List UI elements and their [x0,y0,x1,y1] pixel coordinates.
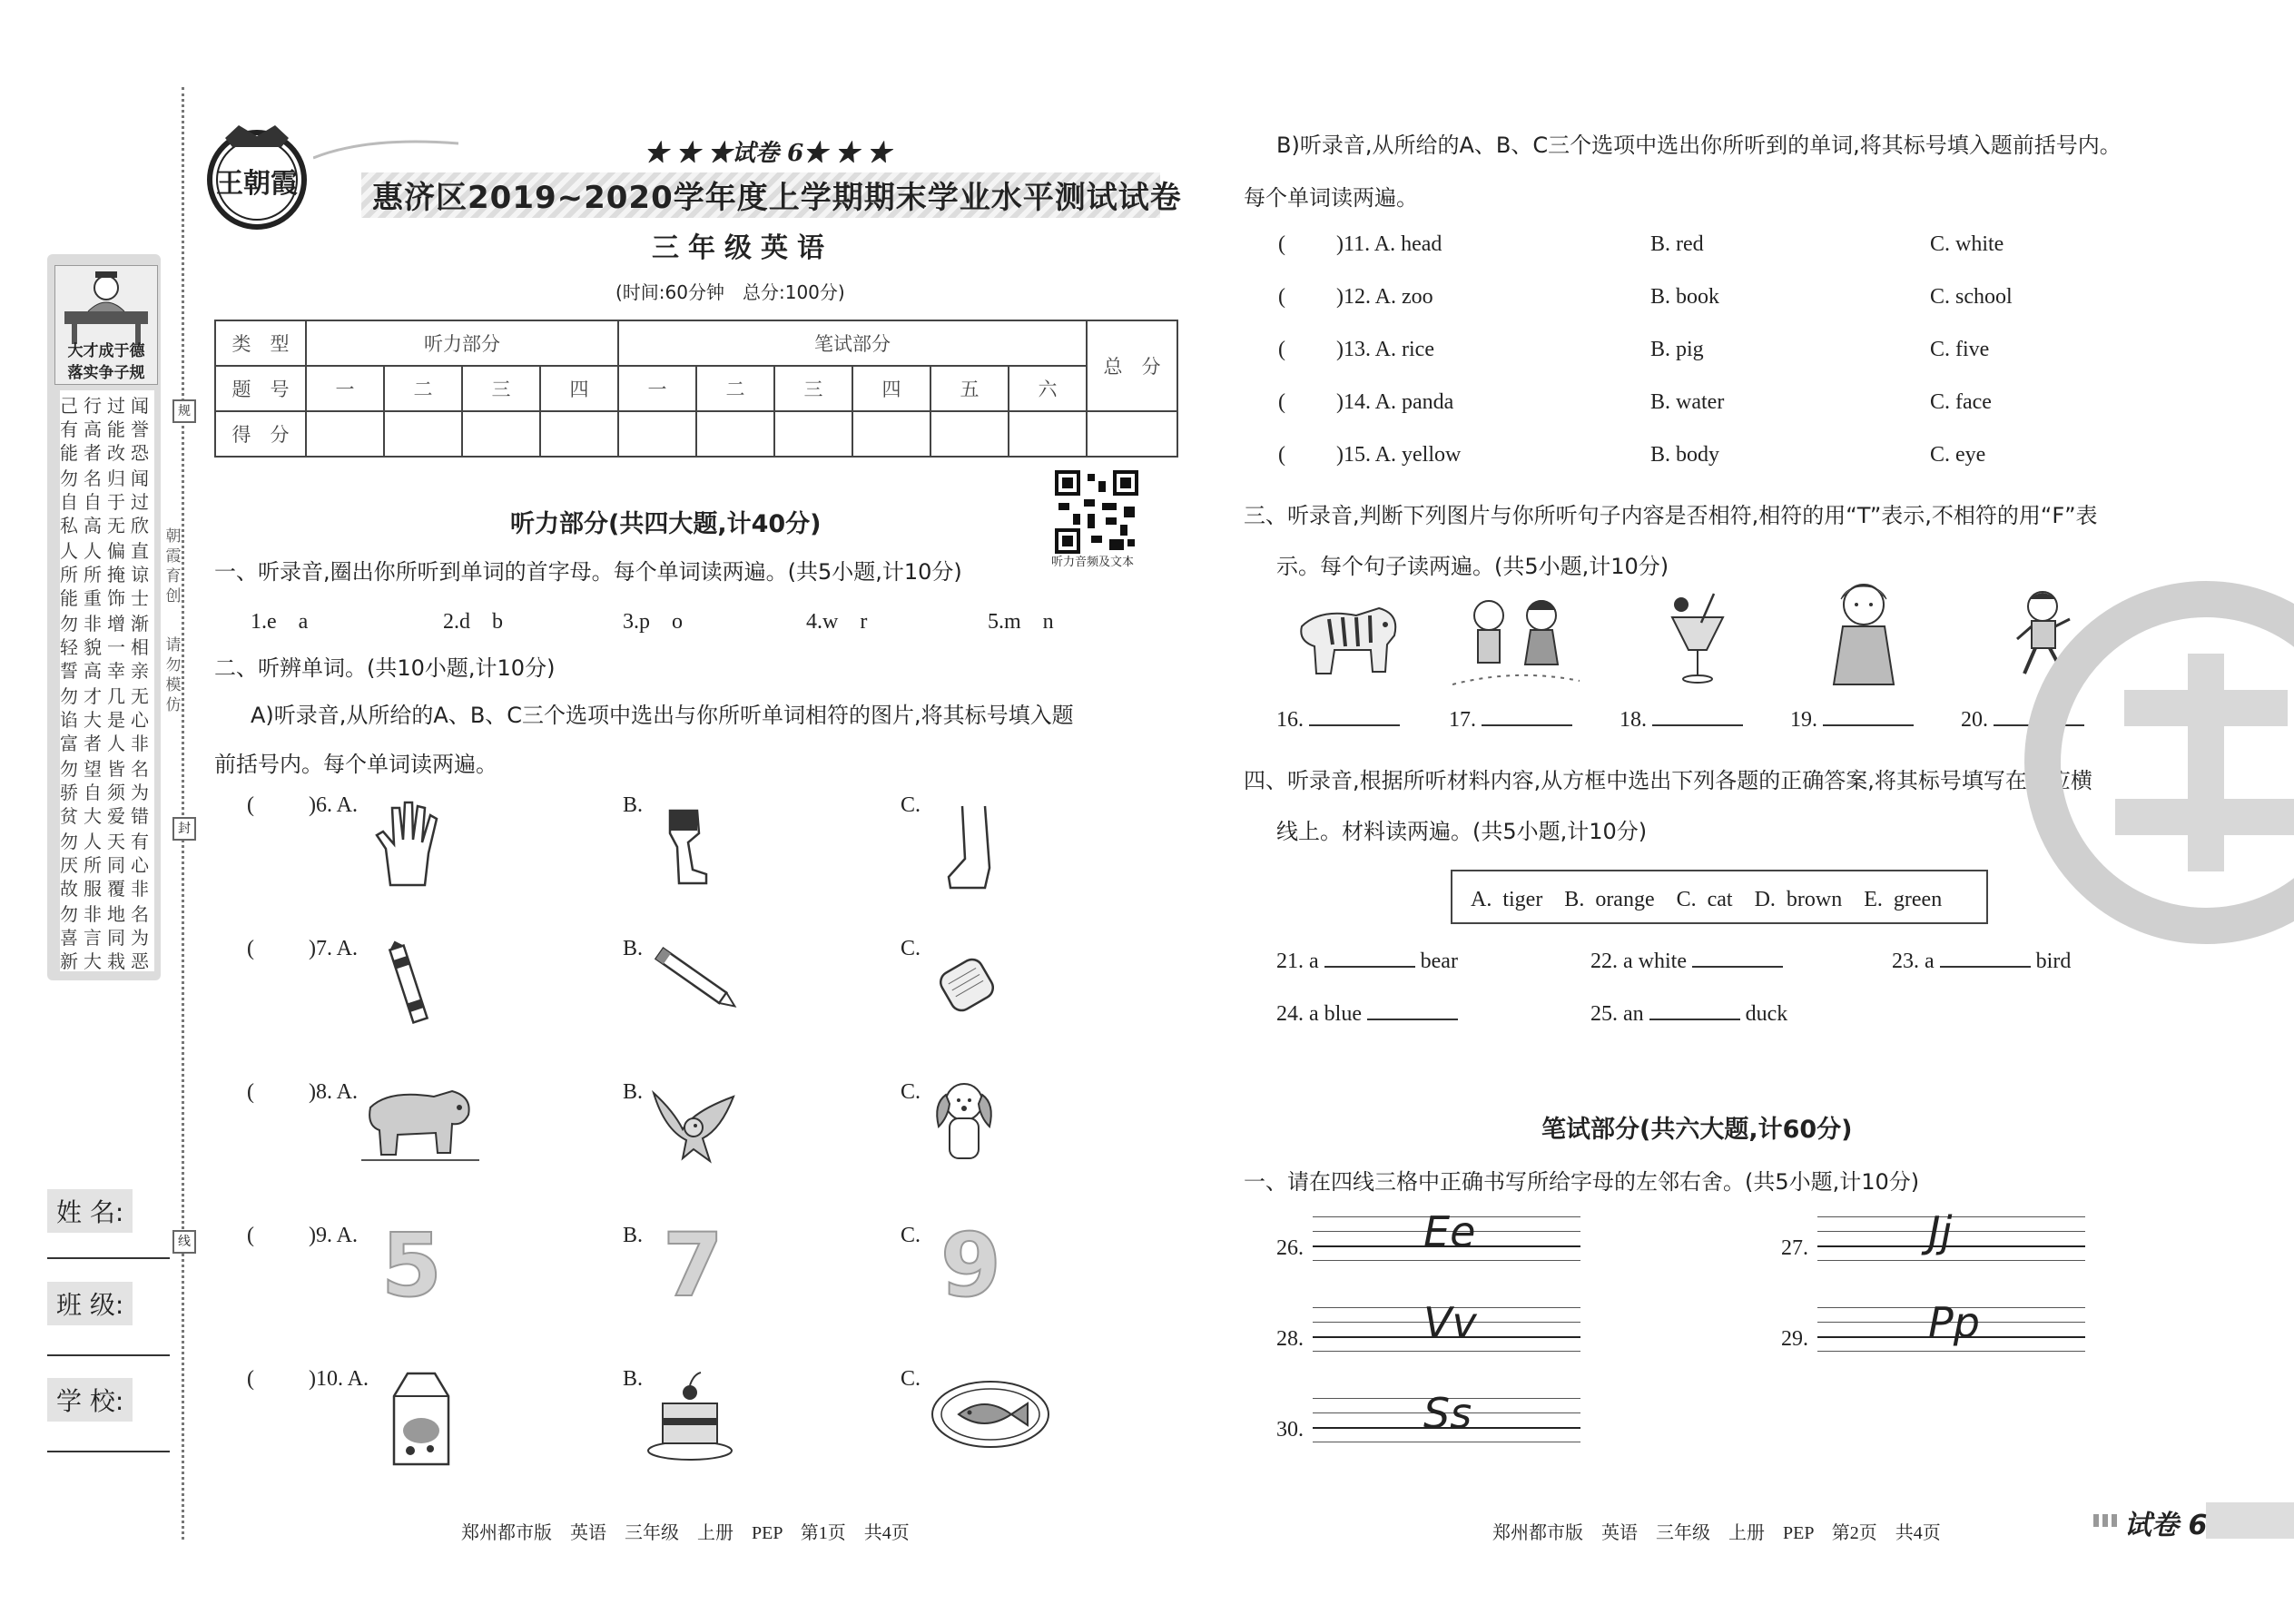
option-b-label: B. [623,1224,644,1247]
table-cell: 听力部分 [306,320,618,366]
answer-blank[interactable] [1482,723,1572,726]
option-c-label: C. [901,1367,921,1391]
seal-box-gui: 规 [172,399,196,423]
question-number: )10. A. [309,1367,369,1391]
listening-section-title: 听力部分(共四大题,计40分) [510,510,822,538]
item-number: 18. [1620,708,1647,732]
writing-item-number: 30. [1276,1418,1304,1442]
score-cell[interactable] [462,411,540,457]
dog-icon[interactable] [928,1077,1000,1176]
foot-icon[interactable] [940,804,1003,899]
option-b-label: B. [623,1367,644,1391]
judge-item[interactable] [1790,708,1914,733]
two-children-icon [1452,590,1580,694]
motto-group: 勿才几无 谄大是心 富者人非 [60,685,154,754]
school-field[interactable] [47,1451,170,1452]
exam-subtitle: 三年级英语 [652,232,833,264]
table-cell: 三 [774,366,852,411]
cake-icon[interactable] [643,1367,738,1466]
writing-letters: Ee [1423,1207,1476,1256]
answer-paren-open: ( [247,793,254,817]
fill-item[interactable] [1590,950,1783,974]
table-cell: 得 分 [215,411,306,457]
judge-item[interactable] [1276,708,1400,733]
paper-tag: 试卷 6 [2124,1510,2208,1541]
fill-item-suffix: bird [2035,950,2072,973]
score-cell[interactable] [540,411,618,457]
hand-icon[interactable] [372,799,445,893]
question-number: )8. A. [309,1080,358,1104]
tag-decoration [2093,1514,2119,1527]
option-c[interactable]: C. five [1930,338,1990,361]
fill-item-prefix: 24. a blue [1276,1002,1362,1026]
writing-letters: Vv [1423,1298,1477,1347]
publisher-logo [198,116,316,234]
writing-item-number: 27. [1781,1236,1808,1260]
fill-item-prefix: 25. an [1590,1002,1644,1026]
table-cell: 总 分 [1087,320,1177,411]
part1-instruction: 一、听录音,圈出你所听到单词的首字母。每个单词读两遍。(共5小题,计10分) [214,559,962,585]
written-section-title: 笔试部分(共六大题,计60分) [1541,1116,1853,1144]
writing-letters: Jj [1928,1207,1953,1256]
option-c-label: C. [901,937,921,960]
option-b-label: B. [623,793,644,817]
question-item: )15. A. yellow [1336,443,1462,467]
part1-item[interactable]: 5.m n [988,610,1054,634]
question-number: )6. A. [309,793,358,817]
motto-group: 勿望皆名 骄自须为 贫大爱错 [60,758,154,827]
answer-paren-open: ( [1278,443,1285,467]
motto-group: 人人偏直 所所掩谅 能重饰士 [60,540,154,609]
school-label: 学 校: [47,1378,133,1422]
option-b[interactable]: B. book [1650,285,1720,309]
part2b-instruction-1: B)听录音,从所给的A、B、C三个选项中选出你所听到的单词,将其标号填入题前括号内。 [1276,133,2122,158]
answer-blank[interactable] [1309,723,1400,726]
option-c[interactable]: C. white [1930,232,2004,256]
answer-paren-open: ( [1278,285,1285,309]
exam-title: 惠济区2019~2020学年度上学期期末学业水平测试试卷 [372,180,1182,216]
logo-text: 王朝霞 [216,168,298,200]
score-cell[interactable] [696,411,774,457]
fill-item-prefix: 22. a white [1590,950,1687,973]
fill-item[interactable] [1590,1002,1787,1027]
score-cell[interactable] [384,411,462,457]
bird-icon[interactable] [646,1084,742,1174]
question-number: )9. A. [309,1224,358,1247]
table-cell: 一 [306,366,384,411]
motto-header-2: 落实争子规 [67,364,145,382]
answer-paren-open: ( [1278,232,1285,256]
question-item: )13. A. rice [1336,338,1434,361]
part1-item[interactable]: 1.e a [251,610,309,634]
time-score-info: (时间:60分钟 总分:100分) [615,281,845,303]
motto-group: 勿非增渐 轻貌一相 誓高幸亲 [60,613,154,682]
part2b-instruction-2: 每个单词读两遍。 [1244,185,1418,211]
juice-icon [1661,590,1734,694]
fish-icon[interactable] [930,1378,1052,1454]
question-number: )7. A. [309,937,358,960]
table-cell: 二 [696,366,774,411]
name-label: 姓 名: [47,1189,133,1233]
pencil-icon[interactable] [646,944,746,1020]
class-field[interactable] [47,1354,170,1356]
fill-item-prefix: 21. a [1276,950,1319,973]
part3-instruction-2: 示。每个句子读两遍。(共5小题,计10分) [1276,554,1669,579]
answer-paren-open: ( [247,1224,254,1247]
motto-group: 己行过闻 有高能誉 能者改恐 [60,395,154,464]
writing-letters: Ss [1423,1389,1472,1438]
option-c[interactable]: C. school [1930,285,2013,309]
motto-group: 勿人天有 厌所同心 故服覆非 [60,831,154,900]
answer-paren-open: ( [1278,338,1285,361]
option-b[interactable]: B. body [1650,443,1720,467]
leg-icon[interactable] [652,806,724,891]
table-cell: 三 [462,366,540,411]
option-b-label: B. [623,1080,644,1104]
seal-watermark-icon [2024,581,2294,944]
paper-tag-bar [2206,1502,2294,1539]
digit-seven[interactable]: 7 [663,1215,724,1316]
fill-item[interactable] [1892,950,2071,974]
seal-box-xian: 线 [172,1230,196,1254]
digit-nine[interactable]: 9 [940,1215,1001,1316]
item-number: 16. [1276,708,1304,732]
score-cell[interactable] [306,411,384,457]
option-c-label: C. [901,1080,921,1104]
writing-item-number: 29. [1781,1327,1808,1351]
word-box-options: A. tiger B. orange C. cat D. brown E. green [1471,888,1943,911]
girl-icon [1823,577,1905,690]
table-cell: 二 [384,366,462,411]
score-cell[interactable] [852,411,930,457]
motto-group: 勿非地名 喜言同为 新大栽恶 [60,903,154,972]
question-item: )11. A. head [1336,232,1442,256]
table-cell: 四 [852,366,930,411]
item-number: 19. [1790,708,1817,732]
fill-item[interactable] [1276,950,1458,974]
side-vertical-text: 朝霞育创 [165,527,182,605]
motto-group: 勿名归闻 自自于过 私高无欣 [60,468,154,536]
option-b[interactable]: B. pig [1650,338,1704,361]
fill-item-suffix: duck [1745,1002,1788,1026]
answer-blank[interactable] [1324,965,1415,968]
binding-line [182,87,184,1540]
ribbon-decoration [313,136,458,163]
eraser-icon[interactable] [933,951,1001,1023]
seal-box-feng: 封 [172,817,196,841]
table-cell: 一 [618,366,696,411]
class-label: 班 级: [47,1282,133,1325]
table-cell: 四 [540,366,618,411]
bear-icon[interactable] [361,1080,479,1170]
answer-paren-open: ( [247,1080,254,1104]
score-cell[interactable] [618,411,696,457]
item-number: 20. [1961,708,1988,732]
tiger-icon [1293,590,1406,684]
motto-header-1: 大才成于德 [67,342,145,360]
writing-item-number: 26. [1276,1236,1304,1260]
part3-instruction-1: 三、听录音,判断下列图片与你所听句子内容是否相符,相符的用“T”表示,不相符的用“F”表 [1244,503,2098,528]
score-cell[interactable] [1009,411,1087,457]
answer-blank[interactable] [1652,723,1743,726]
score-cell[interactable] [1087,411,1177,457]
answer-paren-open: ( [247,937,254,960]
table-cell: 六 [1009,366,1087,411]
answer-blank[interactable] [1692,965,1783,968]
crayon-icon[interactable] [381,939,436,1033]
part1-item[interactable]: 4.w r [806,610,868,634]
question-item: )12. A. zoo [1336,285,1433,309]
paper-number-stars: ★ ★ ★试卷 6★ ★ ★ [645,140,891,167]
fill-item-suffix: bear [1420,950,1458,973]
judge-item[interactable] [1449,708,1572,733]
question-item: )14. A. panda [1336,390,1454,414]
writing-letters: Pp [1928,1298,1980,1347]
option-c-label: C. [901,1224,921,1247]
answer-blank[interactable] [1649,1018,1740,1020]
answer-blank[interactable] [1940,965,2031,968]
fill-item[interactable] [1276,1002,1458,1027]
qr-caption: 听力音频及文本 [1051,556,1135,569]
table-cell: 五 [930,366,1009,411]
table-cell: 题 号 [215,366,306,411]
option-c-label: C. [901,793,921,817]
part1-item[interactable]: 2.d b [443,610,503,634]
qr-code-icon[interactable] [1055,470,1138,554]
part2-instruction: 二、听辨单词。(共10小题,计10分) [214,655,556,681]
option-b-label: B. [623,937,644,960]
footer-right: 郑州都市版 英语 三年级 上册 PEP 第2页 共4页 [1492,1523,1941,1543]
part4-instruction-1: 四、听录音,根据所听材料内容,从方框中选出下列各题的正确答案,将其标号填写在相应横 [1244,768,2092,793]
part2a-instruction-1: A)听录音,从所给的A、B、C三个选项中选出与你所听单词相符的图片,将其标号填入题 [251,703,1074,728]
answer-paren-open: ( [247,1367,254,1391]
score-table [214,320,1178,458]
motto-text [60,390,154,971]
option-b[interactable]: B. red [1650,232,1704,256]
part2a-instruction-2: 前括号内。每个单词读两遍。 [214,752,497,777]
written-part1-instruction: 一、请在四线三格中正确书写所给字母的左邻右舍。(共5小题,计10分) [1244,1169,1920,1195]
fill-item-prefix: 23. a [1892,950,1935,973]
answer-blank[interactable] [1367,1018,1458,1020]
footer-left: 郑州都市版 英语 三年级 上册 PEP 第1页 共4页 [461,1523,910,1543]
writing-item-number: 28. [1276,1327,1304,1351]
item-number: 17. [1449,708,1476,732]
judge-item[interactable] [1620,708,1743,733]
name-field[interactable] [47,1257,170,1259]
score-cell[interactable] [774,411,852,457]
side-vertical-text: 请勿模仿 [165,636,182,714]
digit-five[interactable]: 5 [381,1215,442,1316]
answer-paren-open: ( [1278,390,1285,414]
option-b[interactable]: B. water [1650,390,1725,414]
option-c[interactable]: C. face [1930,390,1992,414]
option-c[interactable]: C. eye [1930,443,1986,467]
score-cell[interactable] [930,411,1009,457]
part1-item[interactable]: 3.p o [623,610,683,634]
milk-icon[interactable] [385,1369,458,1472]
table-cell: 类 型 [215,320,306,366]
part4-instruction-2: 线上。材料读两遍。(共5小题,计10分) [1276,819,1648,844]
table-cell: 笔试部分 [618,320,1087,366]
answer-blank[interactable] [1823,723,1914,726]
